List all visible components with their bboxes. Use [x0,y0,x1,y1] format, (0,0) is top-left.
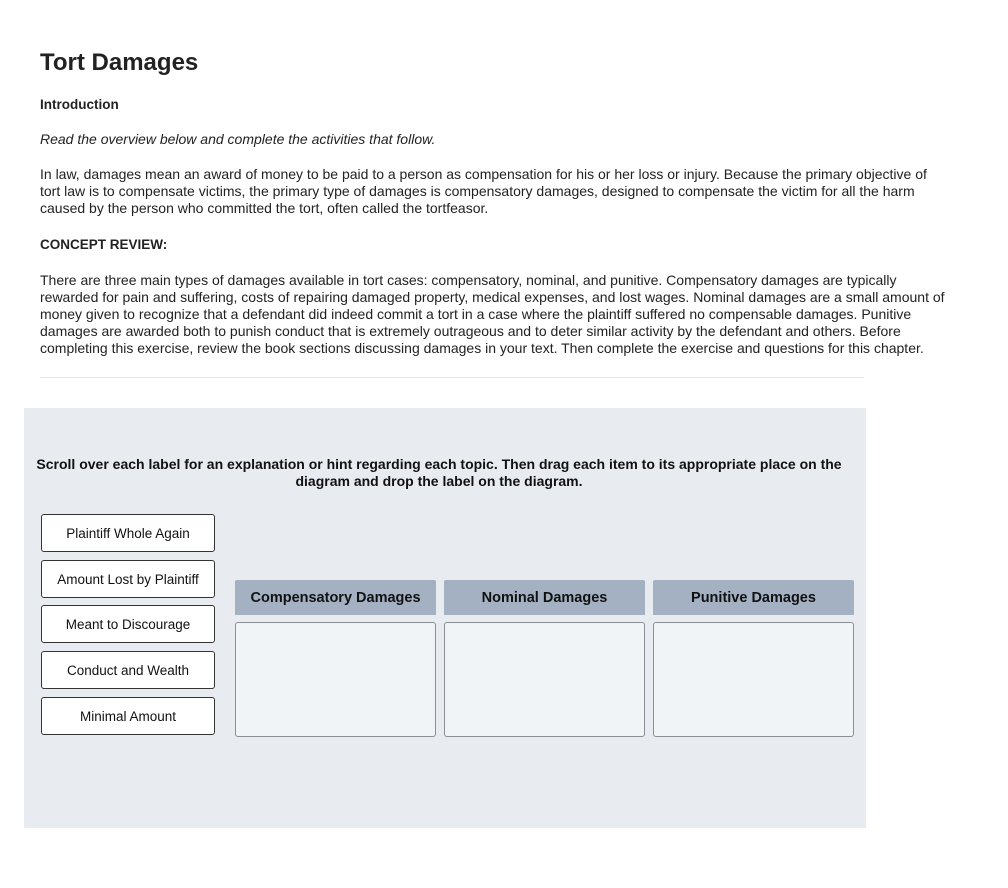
overview-paragraph: In law, damages mean an award of money to be paid to a person as compensation for his or her loss or injury. Because the primary objective of tort law is to compensate victims, the primary type of damages is compensatory damages, designed to compensate the victim for all the harm caused by the person who committed the tort, often called the tortfeasor. [40,166,927,216]
page-title: Tort Damages [40,49,199,76]
concept-review-paragraph: There are three main types of damages available in tort cases: compensatory, nominal, and punitive. Compensatory damages are typically rewarded for pain and suffering, costs of repairing damaged property, medical expenses, and lost wages. Nominal damages are a small amount of money given to recognize that a defendant did indeed commit a tort in a case where the plaintiff suffered no compensable damages. Punitive damages are awarded both to punish conduct that is extremely outrageous and to deter similar activity by the defendant and others. Before completing this exercise, review the book sections discussing damages in your text. Then complete the exercise and questions for this chapter. [40,272,945,356]
drag-label-plaintiff-whole-again[interactable]: Plaintiff Whole Again [41,514,215,552]
drop-zone-nominal-damages[interactable] [444,622,645,737]
drag-label-minimal-amount[interactable]: Minimal Amount [41,697,215,735]
concept-review-heading: CONCEPT REVIEW: [40,237,168,252]
category-header-compensatory-damages: Compensatory Damages [235,580,436,615]
drag-drop-activity-panel [24,408,866,828]
introduction-heading: Introduction [40,97,119,112]
instruction-text: Read the overview below and complete the activities that follow. [40,131,436,147]
drag-label-conduct-and-wealth[interactable]: Conduct and Wealth [41,651,215,689]
activity-instructions: Scroll over each label for an explanation or hint regarding each topic. Then drag each item to its appropriate place on the diagram and drop the label on the diagram. [36,456,842,489]
section-divider [40,377,864,378]
category-header-punitive-damages: Punitive Damages [653,580,854,615]
category-header-nominal-damages: Nominal Damages [444,580,645,615]
drag-label-amount-lost-by-plaintiff[interactable]: Amount Lost by Plaintiff [41,560,215,598]
drag-label-meant-to-discourage[interactable]: Meant to Discourage [41,605,215,643]
drop-zone-punitive-damages[interactable] [653,622,854,737]
drop-zone-compensatory-damages[interactable] [235,622,436,737]
